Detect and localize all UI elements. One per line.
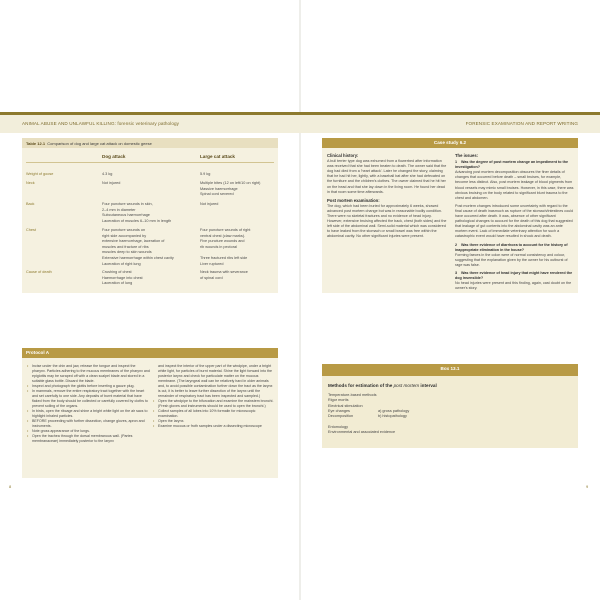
- table-cell: Four puncture wounds in skin, 2–4 mm in diameter Subcutaneous haemorrhage Laceration of muscles 6–10 mm in length: [102, 202, 172, 223]
- table-cell: 4.3 kg: [102, 172, 113, 176]
- list-item: b) histopathology: [378, 414, 407, 419]
- list-item: • Collect samples of all lobes into 10% formalin for microscopic examination.: [152, 409, 276, 419]
- box-tail-list: [328, 425, 395, 436]
- answer-2: Forming faeces in the colon were of normal consistency and colour, suggesting that the explanation given by the owner for his outburst of rage was false.: [455, 252, 568, 267]
- table-cell: Crushing of chest Haemorrhage into chest Laceration of lung: [102, 270, 143, 286]
- list-item: Decomposition: [328, 414, 354, 419]
- answer-1b: Post mortem changes introduced some uncertainty with regard to the final cause of death inasmuch as rupture of the stomach/intestines could have occurred after death. It was, absence of other significant pathological changes to account for the death of this dog that suggested that leakage of gut contents into the abdominal cavity was an ante mortem event. Lack of immediate veterinary attention for such a catastrophic event would have resulted in shock and death.: [455, 203, 574, 239]
- list-item: • Open the trachea through the dorsal membranous wall. (Partes membranaceae) immediately posterior to the larynx: [26, 434, 150, 444]
- box-subtitle: Methods for estimation of the post mortem interval: [328, 383, 437, 388]
- row-label: Neck: [26, 181, 35, 185]
- left-running-header: ANIMAL ABUSE AND UNLAWFUL KILLING: forensic veterinary pathology: [0, 112, 300, 133]
- answer-3: No head injuries were present and this finding, again, cast doubt on the owner's story.: [455, 281, 572, 291]
- case-study-left-column: [327, 153, 447, 243]
- list-item: Entomology: [328, 425, 349, 429]
- box-title: Box 13.1: [322, 364, 578, 376]
- list-item: • Open the larynx.: [152, 419, 276, 424]
- list-item: • In birds, open the ribcage and shine a bright white light on the air sacs to highlight inhaled particles.: [26, 409, 150, 419]
- question-1: 1 Was the degree of post mortem change an impediment to the investigation?: [455, 160, 569, 170]
- left-page-number: 8: [9, 484, 12, 489]
- case-study-title: Case study 6.2: [322, 138, 578, 148]
- pm-heading: Post mortem examination:: [327, 197, 380, 203]
- list-item: • Examine mucous or froth samples under a dissecting microscope: [152, 424, 276, 429]
- table-cell: 5.9 kg: [200, 172, 211, 176]
- table-cell: Multiple bites (12 on left/10 on right) Massive haemorrhage Spinal cord severed: [200, 181, 261, 197]
- list-item-continuation: and inspect the interior of the upper part of the windpipe, under a bright white light, for particles of burnt material. Shine the light forward into the posterior larynx and check for particulate matter on the mucous membrane. (The laryngeal wall can be relatively hard in older animals and, to avoid possible contamination further down the tract as the larynx is cut, it is better to leave further dissection of the larynx until the remainder of respiratory tract has been inspected and sampled.): [158, 364, 273, 398]
- box-method-list: [328, 393, 377, 419]
- question-3: 3 Was there evidence of head injury that might have rendered the dog insensible?: [455, 270, 573, 281]
- protocol-right-column: [152, 364, 276, 429]
- row-label: Chest: [26, 228, 36, 232]
- answer-1a: Advancing post mortem decomposition obscures the finer details of changes that occurred before death – small bruises, for example, become less distinct. Also, post mortem leakage of blood pigments from blood vessels may mimic small bruises. However, in this case, there was obvious bruising on the body related to significant blunt trauma to the chest and abdomen.: [455, 170, 574, 200]
- table-cell: Not injured: [200, 202, 219, 206]
- history-heading: Clinical history:: [327, 153, 359, 158]
- case-study-right-column: [455, 153, 575, 294]
- list-item: • Inspect and photograph the glottis before inserting a gauze plug.: [26, 384, 150, 389]
- list-item: • Note gross appearance of the lungs.: [26, 429, 150, 434]
- list-item: Rigor mortis: [328, 398, 349, 403]
- list-item: • Open the windpipe to the bifurcation and examine the mainstem bronchi. (Fresh gloves and instruments should be used to open the bronchi.): [152, 399, 276, 409]
- box-sub-list: [378, 409, 409, 420]
- row-label: Cause of death: [26, 270, 52, 274]
- table-cell: Not injured: [102, 181, 121, 185]
- history-text: A bull terrier type dog was exhumed from a flowerbed after information was received that she had been beaten to death. The owner said that the dog had died from a 'heart attack'. Later he changed the story, claiming that he had hit her, lightly, with a baseball bat after she had defecated on the furniture and the children's clothes. The owner claimed that he hit her on the head and that she lay down in the living room. He found her dead in that room some time afterwards.: [327, 159, 447, 194]
- table-caption-text: Comparison of dog and large cat attack on domestic geese: [47, 141, 152, 146]
- table-rule: [26, 162, 274, 163]
- protocol-body: [22, 358, 278, 478]
- list-item: • In mammals, remove the entire respiratory tract together with the heart and set carefully to one side. Any deposits of burnt material that have flaked from the body should be collected or carefully covered by cloths to prevent soiling of the organs.: [26, 389, 150, 409]
- list-item: a) gross pathology: [378, 409, 410, 413]
- table-caption: [22, 138, 278, 148]
- row-label: Back: [26, 202, 35, 206]
- book-spine: [299, 0, 301, 600]
- table-body: [22, 148, 278, 293]
- protocol-left-column: [26, 364, 150, 444]
- right-page-number: 9: [586, 484, 589, 489]
- case-study-body: [322, 148, 578, 293]
- list-item: Environmental and associated evidence: [328, 430, 396, 435]
- protocol-title: Protocol A: [22, 348, 278, 358]
- right-running-header: FORENSIC EXAMINATION AND REPORT WRITING: [300, 112, 600, 133]
- row-label: Weight of goose: [26, 172, 54, 176]
- list-item: Electrical stimulation: [328, 403, 363, 408]
- list-item: • BEFORE proceeding with further dissection, change gloves, apron and instruments.: [26, 419, 150, 429]
- issues-heading: The issues:: [455, 153, 479, 158]
- column-header-dog: Dog attack: [102, 154, 126, 159]
- column-header-cat: Large cat attack: [200, 154, 235, 159]
- box-body: [322, 376, 578, 448]
- table-cell: Neck trauma with severance of spinal cord: [200, 270, 248, 280]
- question-2: 2 Was there evidence of diarrhoea to account for the history of inappropriate elimination in the house?: [455, 242, 568, 252]
- pm-text: The dog, which had been buried for approximately 6 weeks, showed advanced post mortem change but was in reasonable bodily condition. There were no skeletal fractures and no evidence of head injury. However, extensive bruising affected the back, chest (both sides) and the left side of the abdominal wall. Semi-solid material which was considered to have leaked from the stomach or small bowel was free within the abdominal cavity. No other significant injuries were present.: [327, 203, 447, 239]
- list-item: • Incise under the chin and jaw, release the tongue and inspect the pharynx. Particles adhering to the mucous membranes of the pharynx and epiglottis may be scraped off with a clean scalpel blade and stored in a suitable glass bottle. Discard the blade.: [26, 364, 150, 384]
- table-cell: Four puncture wounds on right side accompanied by extensive haemorrhage, laceration of muscles and fracture of ribs muscles deep to skin wounds Extensive haemorrhage within chest cavity Laceration of right lung: [102, 228, 174, 266]
- right-page: [300, 0, 600, 600]
- list-item: Eye changes: [328, 408, 350, 413]
- table-cell: Four puncture wounds of right ventral chest (claw marks). Five puncture wounds and rib wounds in pectoral Three fractured ribs left side Liver ruptured: [200, 228, 251, 266]
- list-item: Temperature-based methods: [328, 393, 377, 397]
- table-label: Table 12.1: [26, 141, 46, 146]
